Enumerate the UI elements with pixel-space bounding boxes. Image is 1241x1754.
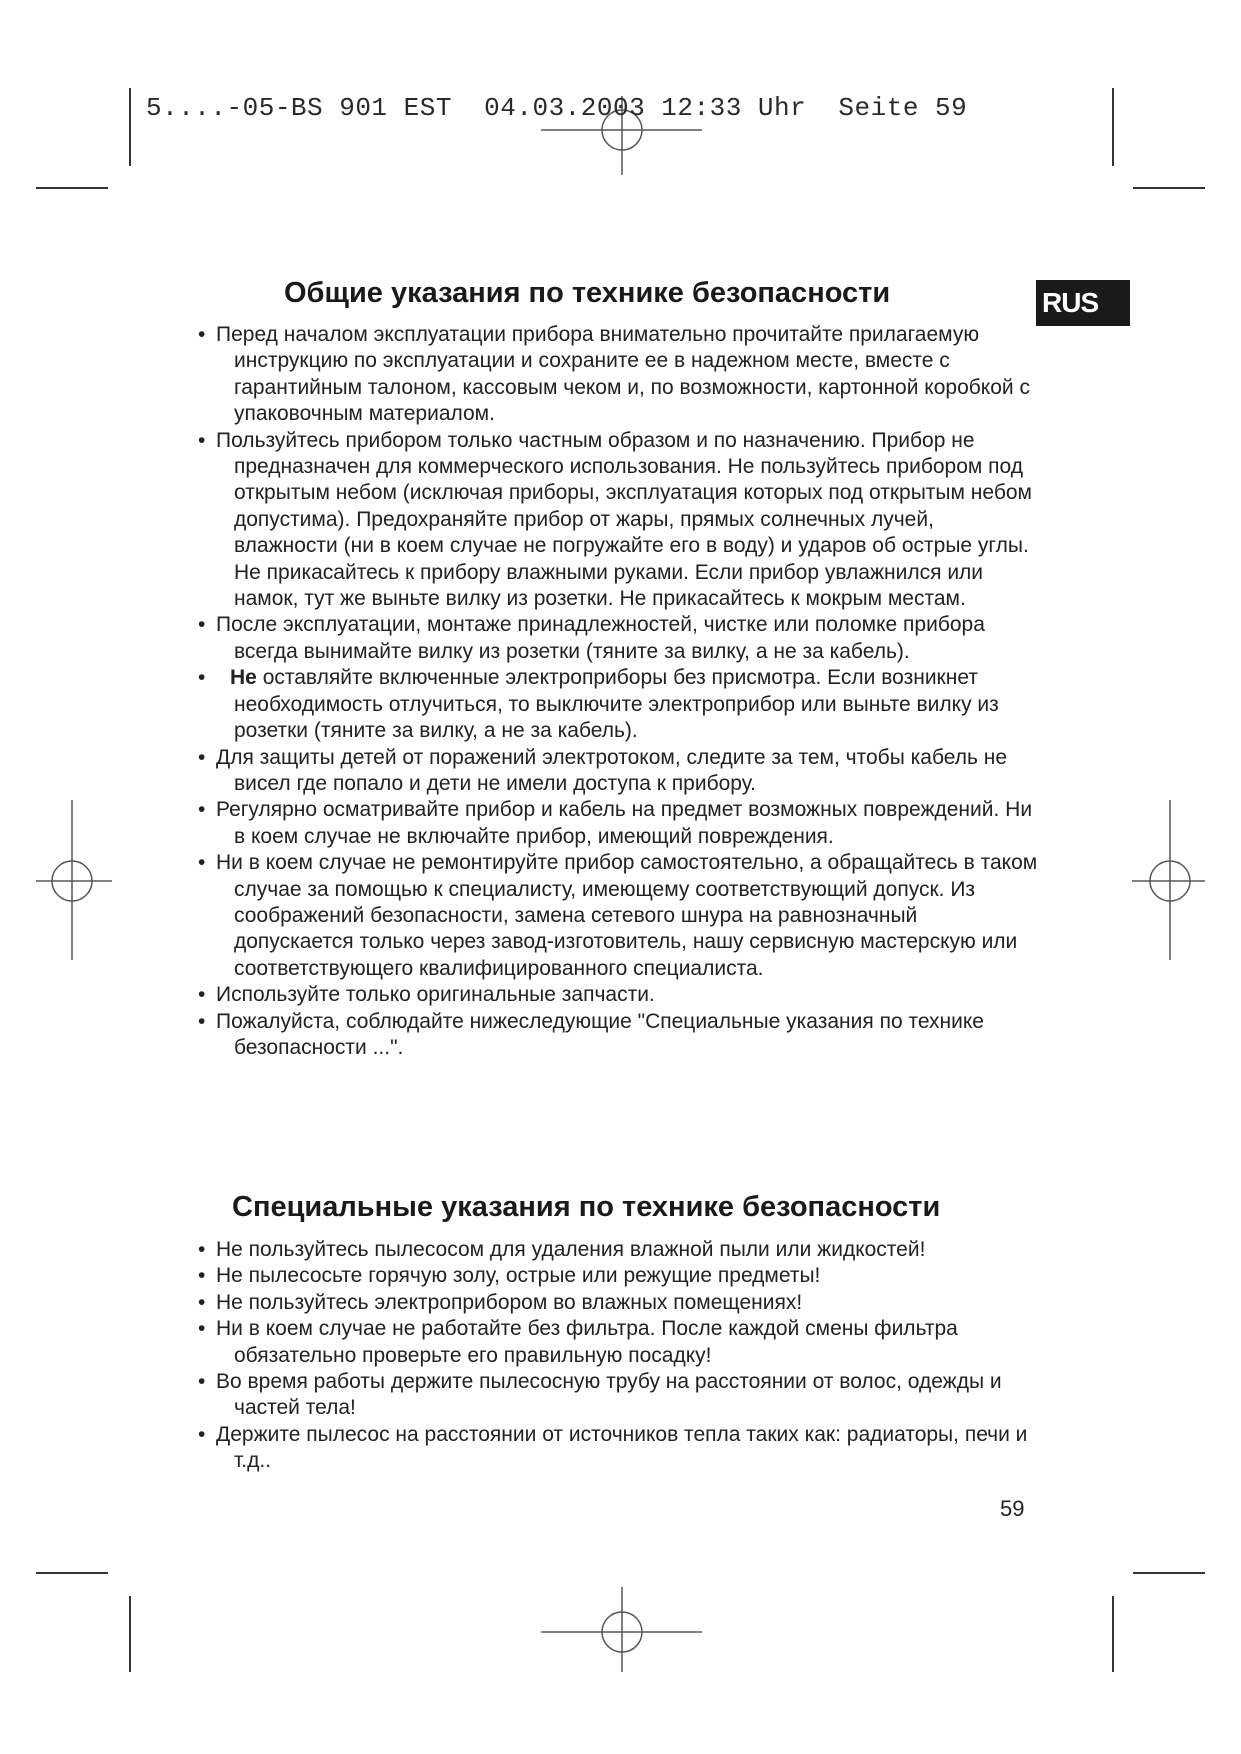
list-item: • Не пользуйтесь пылесосом для удаления влажной пыли или жидкостей! — [198, 1237, 1038, 1263]
list-item: • Не пользуйтесь электроприбором во влажных помещениях! — [198, 1290, 1038, 1316]
print-slug-header: 5....-05-BS 901 EST 04.03.2003 12:33 Uhr Seite 59 — [146, 93, 968, 123]
list-item: • После эксплуатации, монтаже принадлежностей, чистке или поломке прибора всегда вынимайте вилку из розетки (тяните за вилку, а не за кабель). — [198, 612, 1038, 665]
list-item: • Во время работы держите пылесосную трубу на расстоянии от волос, одежды и частей тела! — [198, 1369, 1038, 1422]
list-item — [198, 665, 1038, 744]
list-item: • Пользуйтесь прибором только частным образом и по назначению. Прибор не предназначен для коммерческого использования. Не пользуйтесь прибором под открытым небом (исключая приборы, эксплуатация которых под открытым небом допустима). Предохраняйте прибор от жары, прямых солнечных лучей, влажности (ни в коем случае не погружайте его в воду) и ударов об острые углы. Не прикасайтесь к прибору влажными руками. Если прибор увлажнился или намок, тут же выньте вилку из розетки. Не прикасайтесь к мокрым местам. — [198, 428, 1038, 613]
list-item: • Регулярно осматривайте прибор и кабель на предмет возможных повреждений. Ни в коем случае не включайте прибор, имеющий повреждения. — [198, 797, 1038, 850]
general-safety-list — [198, 322, 1038, 1061]
list-item-text: оставляйте включенные электроприборы без присмотра. Если возникнет необходимость отлучиться, то выключите электроприбор или выньте вилку из розетки (тяните за вилку, а не за кабель). — [234, 666, 999, 743]
list-item: • Ни в коем случае не работайте без фильтра. После каждой смены фильтра обязательно проверьте его правильную посадку! — [198, 1316, 1038, 1369]
section-title-special-safety: Специальные указания по технике безопасности — [232, 1191, 941, 1223]
bold-word: Не — [230, 666, 257, 690]
language-tab: RUS — [1036, 280, 1130, 326]
list-item: • Для защиты детей от поражений электротоком, следите за тем, чтобы кабель не висел где попало и дети не имели доступа к прибору. — [198, 745, 1038, 798]
list-item: • Используйте только оригинальные запчасти. — [198, 982, 1038, 1008]
list-item: • Пожалуйста, соблюдайте нижеследующие "Специальные указания по технике безопасности ...". — [198, 1009, 1038, 1062]
list-item: • Держите пылесос на расстоянии от источников тепла таких как: радиаторы, печи и т.д.. — [198, 1422, 1038, 1475]
list-item: • Перед началом эксплуатации прибора внимательно прочитайте прилагаемую инструкцию по эксплуатации и сохраните ее в надежном месте, вместе с гарантийным талоном, кассовым чеком и, по возможности, картонной коробкой с упаковочным материалом. — [198, 322, 1038, 428]
list-item: • Ни в коем случае не ремонтируйте прибор самостоятельно, а обращайтесь в таком случае за помощью к специалисту, имеющему соответствующий допуск. Из соображений безопасности, замена сетевого шнура на равнозначный допускается только через завод-изготовитель, нашу сервисную мастерскую или соответствующего квалифицированного специалиста. — [198, 850, 1038, 982]
section-title-general-safety: Общие указания по технике безопасности — [284, 277, 891, 309]
list-item: • Не пылесосьте горячую золу, острые или режущие предметы! — [198, 1263, 1038, 1289]
page-number: 59 — [1000, 1496, 1025, 1521]
special-safety-list — [198, 1237, 1038, 1475]
